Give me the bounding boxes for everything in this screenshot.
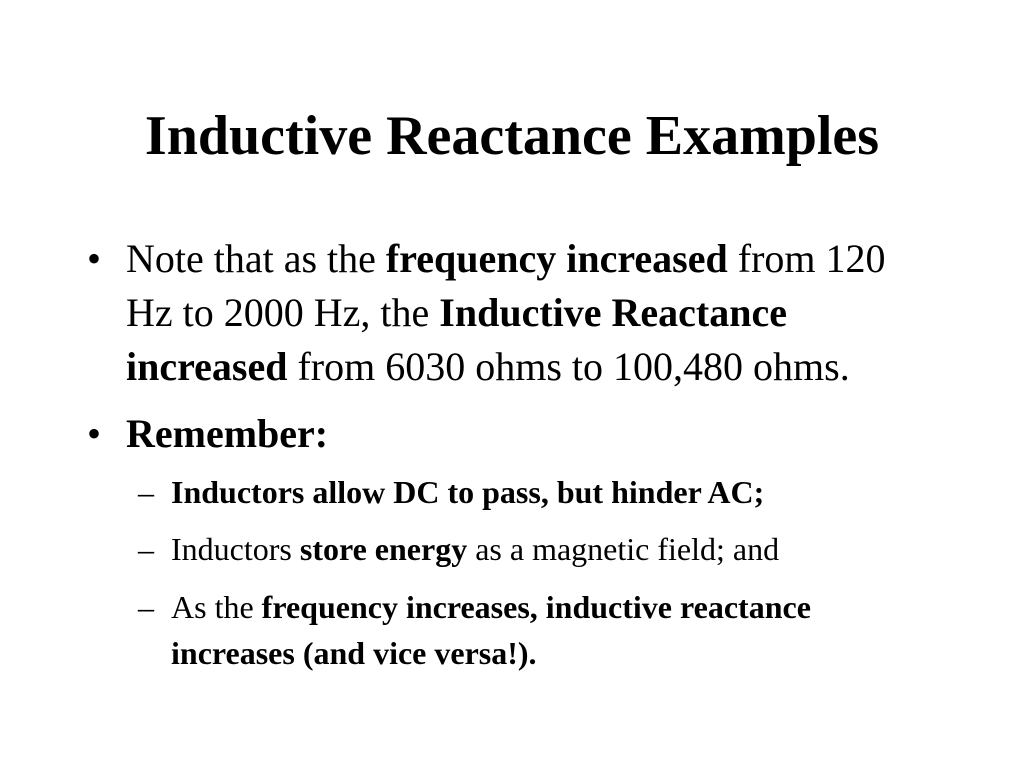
slide-title: Inductive Reactance Examples — [144, 105, 880, 167]
bullet-frequency-note — [87, 232, 1007, 394]
sub-bullet-store-energy — [138, 526, 978, 572]
bold-run: frequency increases, inductive reactance — [261, 589, 811, 625]
sub-bullet-marker: – — [138, 531, 154, 567]
bold-run: store energy — [299, 531, 468, 567]
bold-run: Inductive Reactance — [439, 290, 787, 335]
bullet-text — [126, 232, 886, 394]
remember-label: Remember: — [126, 411, 329, 456]
sub-bullet-text — [171, 469, 764, 515]
bold-run: frequency increased — [385, 236, 728, 281]
sub-bullet-marker: – — [138, 474, 154, 510]
sub-bullet-dc-ac — [138, 469, 978, 515]
sub-bullet-frequency-increases — [138, 584, 998, 676]
sub-bullet-marker: – — [138, 589, 154, 625]
text-run: as a magnetic field; and — [467, 531, 780, 567]
bullet-marker: • — [87, 411, 102, 456]
sub-bullet-line — [171, 526, 779, 572]
sub-bullet-text — [171, 526, 779, 572]
bold-run: increased — [126, 344, 288, 389]
text-run: from 120 — [727, 236, 886, 281]
bold-run: Inductors allow DC to pass, but hinder AC; — [171, 474, 765, 510]
text-run: from 6030 ohms to 100,480 ohms. — [287, 344, 850, 389]
text-run: Hz to 2000 Hz, the — [126, 290, 440, 335]
bullet-line — [126, 340, 886, 394]
sub-bullet-line — [171, 584, 811, 630]
bold-run: increases (and vice versa!). — [171, 635, 537, 671]
bullet-line — [126, 232, 886, 286]
bullet-text — [126, 407, 328, 461]
bullet-line — [126, 286, 886, 340]
text-run: As the — [171, 589, 262, 625]
bullet-remember — [87, 407, 687, 461]
bullet-marker: • — [87, 236, 102, 281]
text-run: Inductors — [171, 531, 300, 567]
text-run: Note that as the — [126, 236, 386, 281]
sub-bullet-text — [171, 584, 811, 676]
